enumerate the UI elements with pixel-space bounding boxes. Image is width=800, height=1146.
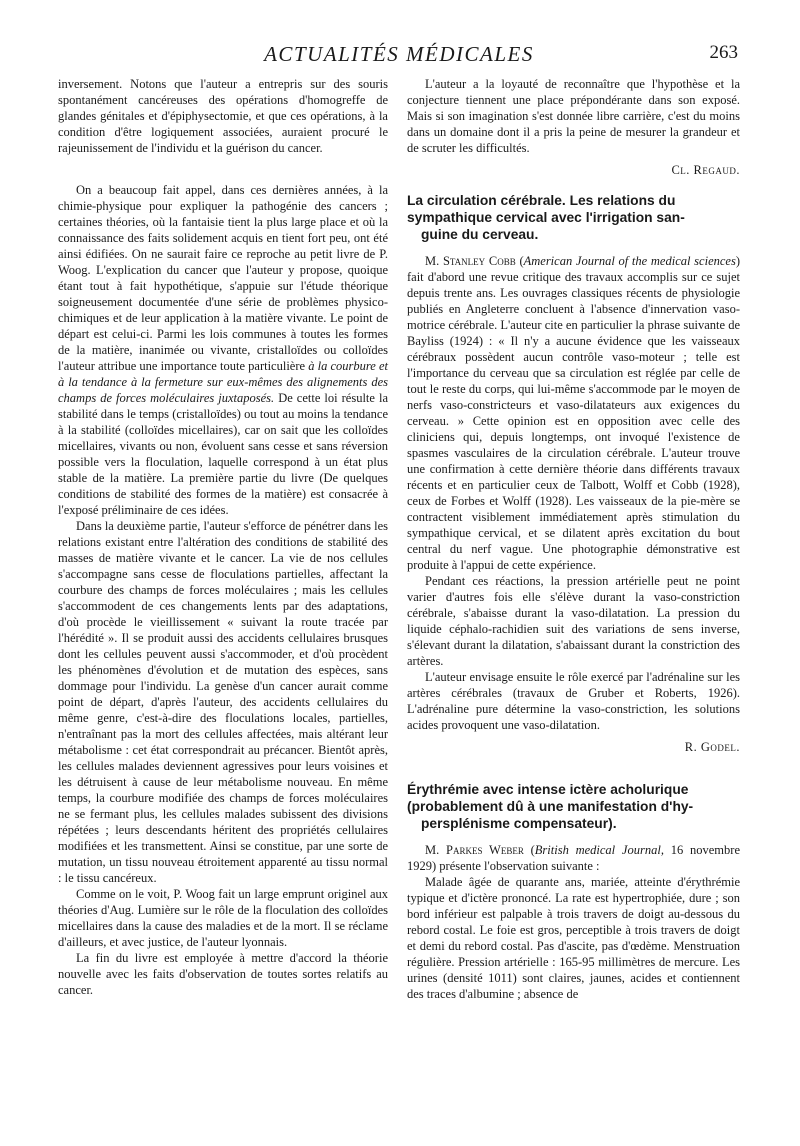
section-title bbox=[407, 192, 740, 243]
paragraph-text: ) fait d'abord une revue critique des travaux accomplis sur ce sujet depuis trente ans. Les ouvrages classiques récents de physiologie publiés en Angleterre concluent à l'absence d'innervation vaso-motrice cérébrale. L'auteur cite en particulier la phrase suivante de Bayliss (1924) : « Il n'y a aucune évidence que les vaisseaux cérébraux possèdent aucun contrôle vaso-moteur ; telle est l'importance du cerveau que sa circulation est réglée par celle de tout le reste du corps, qui lui-même s'accommode par le moyen de nerfs vaso-constricteurs et vaso-dilatateurs aux exigences du cerveau. » Cette opinion est en opposition avec celle des cliniciens qui, depuis longtemps, ont invoqué l'existence de spasmes vasculaires de la circulation cérébrale. L'auteur trouve une confirmation à cette dernière théorie dans différents travaux récents et en particulier ceux de Talbott, Wolff et Cobb (1928), ceux de Forbes et Wolff (1928). Les vaisseaux de la pie-mère se contractent visiblement immédiatement après stimulation du sympathique cervical, et se dilatent après excitation du bout central du nerf vague. Une photographie démonstrative est produite à l'appui de cette expérience. bbox=[407, 254, 740, 572]
journal-name: British medical Journal, bbox=[534, 843, 664, 857]
section-title-line: Érythrémie avec intense ictère acholurique (probablement dû à une manifestation d'hy- bbox=[407, 782, 694, 814]
paragraph bbox=[58, 182, 388, 518]
paragraph: L'auteur a la loyauté de reconnaître que l'hypothèse et la conjecture tiennent une place prépondérante dans son exposé. Mais si son imagination s'est donnée libre carrière, c'est du moins dans un domaine dont il a pris la peine de mesurer la grandeur et de scruter les difficultés. bbox=[407, 77, 740, 155]
paragraph: Comme on le voit, P. Woog fait un large emprunt originel aux théories d'Aug. Lumière sur le rôle de la floculation des colloïdes micellaires dans la cause des maladies et de la mort. Il se réclame d'ailleurs, et avec justice, de l'auteur lyonnais. bbox=[58, 887, 388, 949]
running-title: ACTUALITÉS MÉDICALES bbox=[264, 42, 534, 66]
page-header bbox=[58, 40, 740, 70]
paragraph: La fin du livre est employée à mettre d'accord la théorie nouvelle avec les faits d'observation de toutes sortes relatifs au cancer. bbox=[58, 951, 388, 997]
paragraph bbox=[407, 253, 740, 573]
author-signature: Cl. Regaud. bbox=[671, 163, 740, 177]
paragraph: Dans la deuxième partie, l'auteur s'efforce de pénétrer dans les relations existant entre l'altération des conditions de stabilité des masses de matière vivante et le cancer. La vie de nos cellules s'accompagne sans cesse de floculations partielles, affectant la courbure des champs de forces moléculaires ; mais les cellules s'accommodent de ces changements lents par des adaptations, d'où procède le vieillissement « suivant la route tracée par l'hérédité ». Il se produit aussi des accidents cellulaires brusques dont les cellules peuvent aussi s'accommoder, et d'où procèdent les phénomènes d'évolution et de mutation des espèces, sans dommage pour l'individu. La genèse d'un cancer aurait comme point de départ, d'après l'auteur, des accidents cellulaires du même genre, c'est-à-dire des floculations locales, partielles, n'entraînant pas la mort des cellules affectées, mais altérant leur métabolisme : cet état correspondrait au précancer. Bientôt après, les cellules malades deviennent agressives pour leurs voisines et les détruisent à cause de leur métabolisme nouveau. En même temps, la courbure modifiée des champs de forces moléculaires ne se fermant plus, les cellules malades subissent des divisions répétées ; leurs descendants héritent des propriétés cellulaires modifiées et les transmettent. Ainsi se constitue, par une sorte de mutation, un tissu nouveau étroitement apparenté au tissu normal : le tissu cancéreux. bbox=[58, 519, 388, 885]
journal-name: American Journal of the medical sciences bbox=[523, 254, 736, 268]
paragraph: Malade âgée de quarante ans, mariée, atteinte d'érythrémie typique et d'ictère prononcé. La rate est hypertrophiée, dure ; son bord inférieur est palpable à trois travers de doigt au-dessous du rebord costal. Le foie est gros, perceptible à trois travers de doigt et demi du rebord costal. Pas d'ascite, pas d'œdème. Menstruation régulière. Pression artérielle : 165-95 millimètres de mercure. Les urines (densité 1011) sont claires, jaunes, acides et contiennent des traces d'albumine ; absence de bbox=[407, 875, 740, 1001]
paragraph bbox=[407, 842, 740, 874]
page-number: 263 bbox=[709, 42, 738, 63]
paragraph-text: On a beaucoup fait appel, dans ces dernières années, à la chimie-physique pour expliquer la pathogénie des cancers ; certaines théories, où la fantaisie tient la plus large place et où la connaissance des faits solidement acquis en tient fort peu, ont été ainsi édifiées. On ne saurait faire ce reproche au petit livre de P. Woog. L'explication du cancer que l'auteur y propose, quoique étant tout à fait hypothétique, s'appuie sur l'étude théorique soigneusement documentée d'une série de problèmes physico-chimiques et de leur application à la matière vivante. Le point de départ est celui-ci. Parmi les lois communes à toutes les formes de la matière, inanimée ou vivante, cristalloïdes ou colloïdes l'auteur attribue une importance toute particulière bbox=[58, 183, 388, 373]
paragraph: L'auteur envisage ensuite le rôle exercé par l'adrénaline sur les artères cérébrales (travaux de Gruber et Roberts, 1926). L'adrénaline pure détermine la vaso-constriction, les solutions acides provoquent une vaso-dilatation. bbox=[407, 670, 740, 732]
author-name: M. Parkes Weber bbox=[425, 843, 524, 857]
section-title-line: La circulation cérébrale. Les relations du sympathique cervical avec l'irrigation san- bbox=[407, 193, 685, 225]
paragraph-text: ( bbox=[519, 254, 524, 268]
section-title bbox=[407, 781, 740, 832]
paragraph-text: 16 novembre 1929) présente l'observation suivante : bbox=[407, 843, 740, 873]
section-title-line: guine du cerveau. bbox=[421, 227, 539, 242]
paragraph: inversement. Notons que l'auteur a entrepris sur des souris spontanément cancéreuses des opérations d'homogreffe de glandes génitales et d'épiphysectomie, et que ces opérations, à la condition d'être logiquement associées, auraient procuré le rajeunissement de l'individu et la guérison du cancer. bbox=[58, 77, 388, 155]
section-title-line: persplénisme compensateur). bbox=[421, 816, 617, 831]
paragraph-text: De cette loi résulte la stabilité dans le temps (cristalloïdes) ou tout au moins la tendance à la stabilité (colloïdes micellaires), car on sait que les colloïdes micellaires, vivants ou non, évoluent sans cesse et sans réversion possible vers la floculation, laquelle correspond à un état plus stable de la matière. La première partie du livre (De quelques conditions de stabilité des formes de la matière) est consacrée à l'exposé préliminaire de ces idées. bbox=[58, 391, 389, 517]
emphasis-text: à la courbure et à la tendance à la fermeture sur eux-mêmes des alignements des champs de forces moléculaires juxtaposés. bbox=[58, 359, 389, 405]
right-column bbox=[407, 76, 740, 1002]
paragraph-text: ( bbox=[530, 843, 535, 857]
author-name: M. Stanley Cobb bbox=[425, 254, 516, 268]
paragraph: Pendant ces réactions, la pression artérielle peut ne point varier d'autres fois elle s'élève durant la vaso-constriction cérébrale, s'abaisse durant la vaso-dilatation. La pression du liquide céphalo-rachidien suit des variations de sens inverse, s'élevant durant la dilatation, s'abaissant durant la constriction des artères. bbox=[407, 574, 740, 668]
author-signature: R. Godel. bbox=[684, 740, 740, 754]
left-column bbox=[58, 76, 388, 998]
